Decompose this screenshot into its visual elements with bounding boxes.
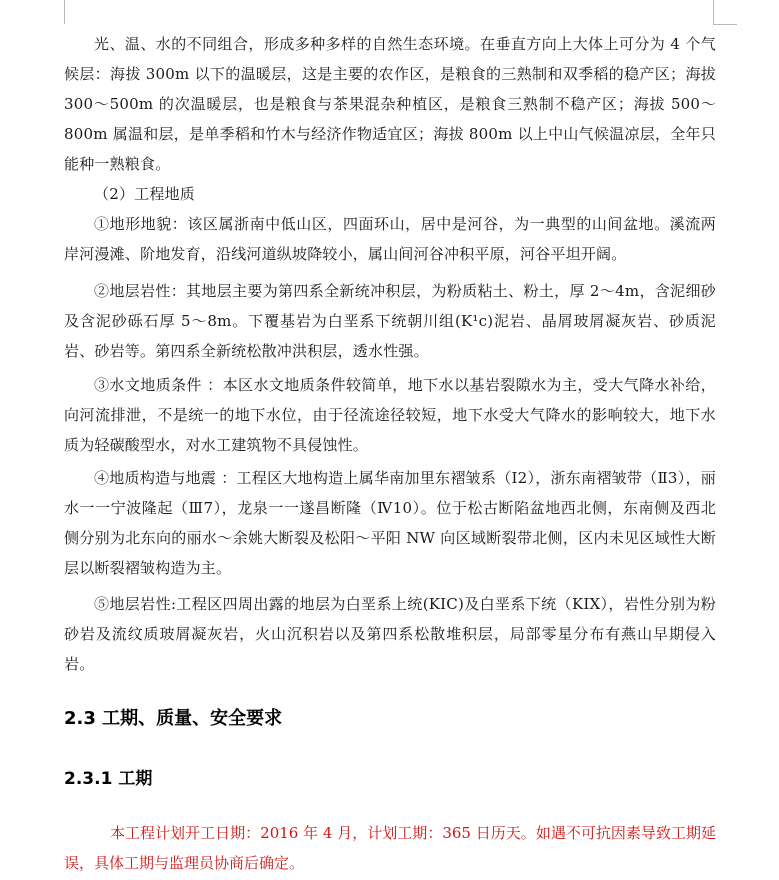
paragraph-climate-layers: 光、温、水的不同组合，形成多种多样的自然生态环境。在垂直方向上大体上可分为 4 个气候层：海拔 300m 以下的温暖层，这是主要的农作区，是粮食的三熟制和双季稻的稳产区；海拔 300～500m 的次温暖层，也是粮食与茶果混杂种植区，是粮食三熟制不稳产区；海拔 500～800m 属温和层，是单季稻和竹木与经济作物适宜区；海拔 800m 以上中山气候温凉层，全年只能种一熟粮食。: [64, 35, 716, 173]
crop-mark-right-horizontal: [713, 24, 737, 25]
paragraph-lithology: ➁地层岩性：其地层主要为第四系全新统冲积层，为粉质粘土、粉土，厚 2～4m，含泥细砂及含泥砂砾石厚 5～8m。下覆基岩为白垩系下统朝川组(K¹c)泥岩、晶屑玻屑凝灰岩、砂质泥岩、砂岩等。第四系全新统松散冲洪积层，透水性强。: [64, 282, 716, 360]
crop-mark-right-vertical: [713, 0, 714, 24]
paragraph-terrain: ➀地形地貌：该区属浙南中低山区，四面环山，居中是河谷，为一典型的山间盆地。溪流两岸河漫滩、阶地发育，沿线河道纵坡降较小，属山间河谷冲积平原，河谷平坦开阔。: [64, 215, 716, 263]
paragraph-strata: ➄地层岩性:工程区四周出露的地层为白垩系上统(KIC)及白垩系下统（KIX），岩性分别为粉砂岩及流纹质玻屑凝灰岩，火山沉积岩以及第四系松散堆积层，局部零星分布有燕山早期侵入岩。: [64, 595, 716, 673]
section-heading: 2.3 工期、质量、安全要求: [64, 708, 283, 729]
paragraph-hydrogeology: ➂水文地质条件 ：本区水文地质条件较简单，地下水以基岩裂隙水为主，受大气降水补给，向河流排泄，不是统一的地下水位，由于径流途径较短，地下水受大气降水的影响较大，地下水质为轻碳酸型水，对水工建筑物不具侵蚀性。: [64, 376, 716, 454]
subsection-heading: 2.3.1 工期: [64, 769, 153, 789]
paragraph-tectonics: ➃地质构造与地震 ：工程区大地构造上属华南加里东褶皱系（Ⅰ2），浙东南褶皱带（Ⅱ3），丽水一一宁波隆起（Ⅲ7），龙泉一一遂昌断隆（Ⅳ10）。位于松古断陷盆地西北侧，东南侧及西北侧分别为北东向的丽水～余姚大断裂及松阳～平阳 NW 向区域断裂带北侧，区内未见区域性大断层以断裂褶皱构造为主。: [64, 469, 716, 577]
crop-mark-left: [64, 0, 65, 24]
subheading-engineering-geology: （2）工程地质: [94, 185, 195, 203]
schedule-paragraph: 本工程计划开工日期：2016 年 4 月，计划工期：365 日历天。如遇不可抗因素导致工期延误，具体工期与监理员协商后确定。: [64, 824, 716, 872]
